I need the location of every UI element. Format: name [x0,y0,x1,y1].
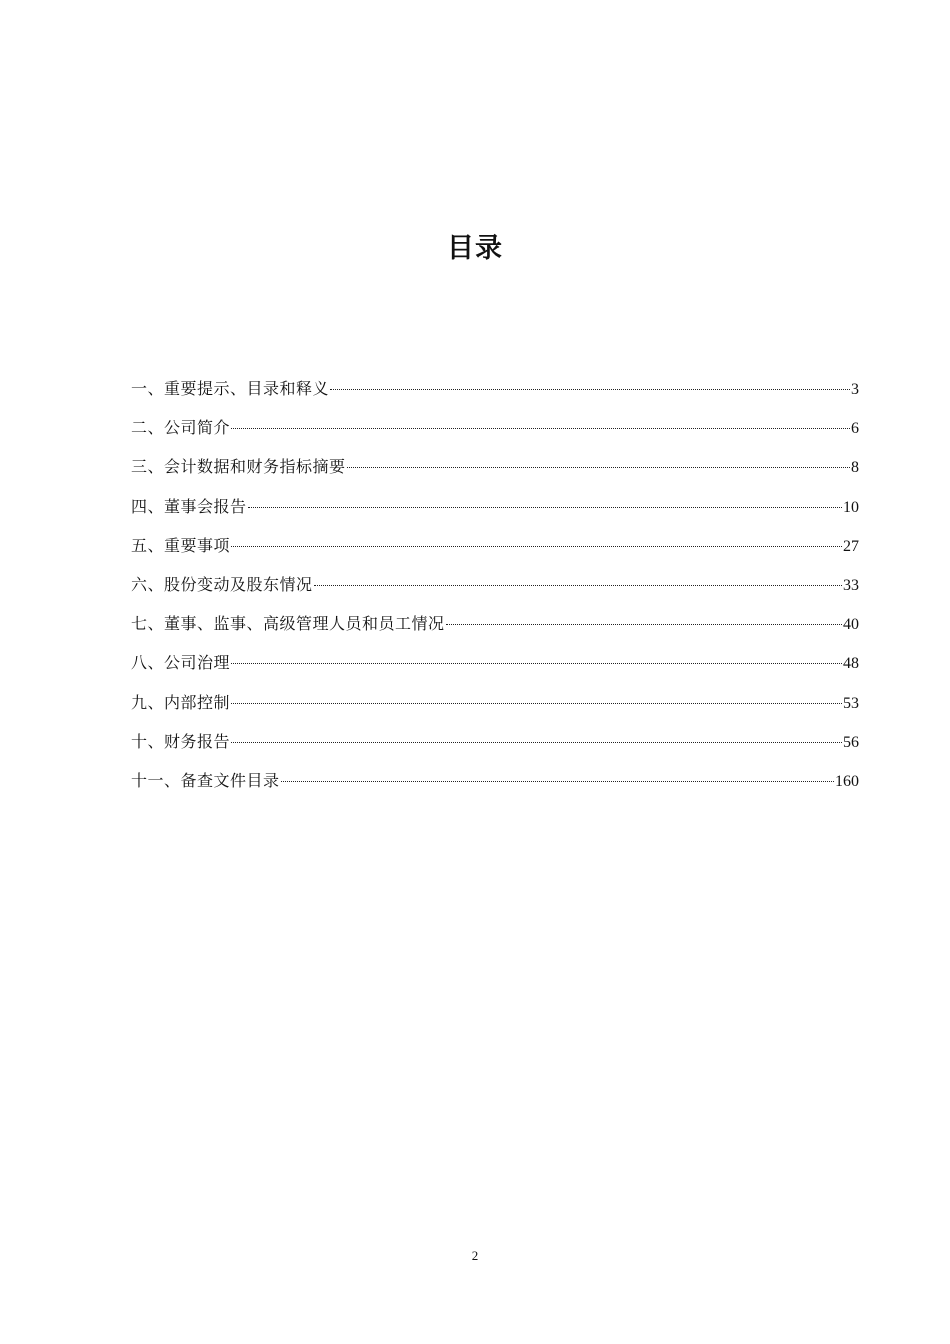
toc-entry-label: 五、重要事项 [131,535,231,555]
toc-entry[interactable] [131,532,859,571]
toc-leader-dots [231,546,842,547]
toc-entry-label: 六、股份变动及股东情况 [131,574,313,594]
toc-entry-label: 十一、备查文件目录 [131,770,280,790]
toc-leader-dots [248,507,842,508]
toc-leader-dots [446,624,842,625]
toc-leader-dots [231,663,842,664]
toc-entry[interactable] [131,375,859,414]
page-title: 目录 [447,233,503,264]
toc-entry-page: 6 [851,420,859,438]
toc-entry[interactable] [131,453,859,492]
toc-entry-label: 八、公司治理 [131,653,231,673]
toc-leader-dots [314,585,842,586]
toc-entry-page: 40 [843,616,859,634]
toc-leader-dots [347,467,850,468]
toc-entry-page: 48 [843,655,859,673]
toc-entry-label: 四、董事会报告 [131,496,247,516]
toc-entry-page: 10 [843,498,859,516]
toc-entry[interactable] [131,689,859,728]
toc-entry[interactable] [131,649,859,688]
toc-entry-page: 56 [843,733,859,751]
table-of-contents [131,375,859,806]
toc-entry-label: 三、会计数据和财务指标摘要 [131,457,346,477]
page-number: 2 [471,1248,479,1263]
toc-entry-page: 8 [851,459,859,477]
toc-entry-label: 九、内部控制 [131,692,231,712]
toc-entry[interactable] [131,767,859,806]
toc-entry-page: 27 [843,537,859,555]
toc-entry[interactable] [131,728,859,767]
toc-entry-page: 160 [835,772,859,790]
toc-leader-dots [231,703,842,704]
toc-entry[interactable] [131,610,859,649]
toc-leader-dots [231,742,842,743]
toc-entry-label: 十、财务报告 [131,731,231,751]
toc-entry[interactable] [131,571,859,610]
toc-entry[interactable] [131,493,859,532]
toc-entry[interactable] [131,414,859,453]
toc-leader-dots [330,389,850,390]
toc-entry-page: 3 [851,381,859,398]
toc-entry-label: 一、重要提示、目录和释义 [131,379,330,398]
toc-leader-dots [281,781,834,782]
toc-leader-dots [231,428,850,429]
toc-entry-page: 33 [843,576,859,594]
toc-entry-page: 53 [843,694,859,712]
toc-entry-label: 二、公司简介 [131,418,231,438]
toc-entry-label: 七、董事、监事、高级管理人员和员工情况 [131,614,445,634]
